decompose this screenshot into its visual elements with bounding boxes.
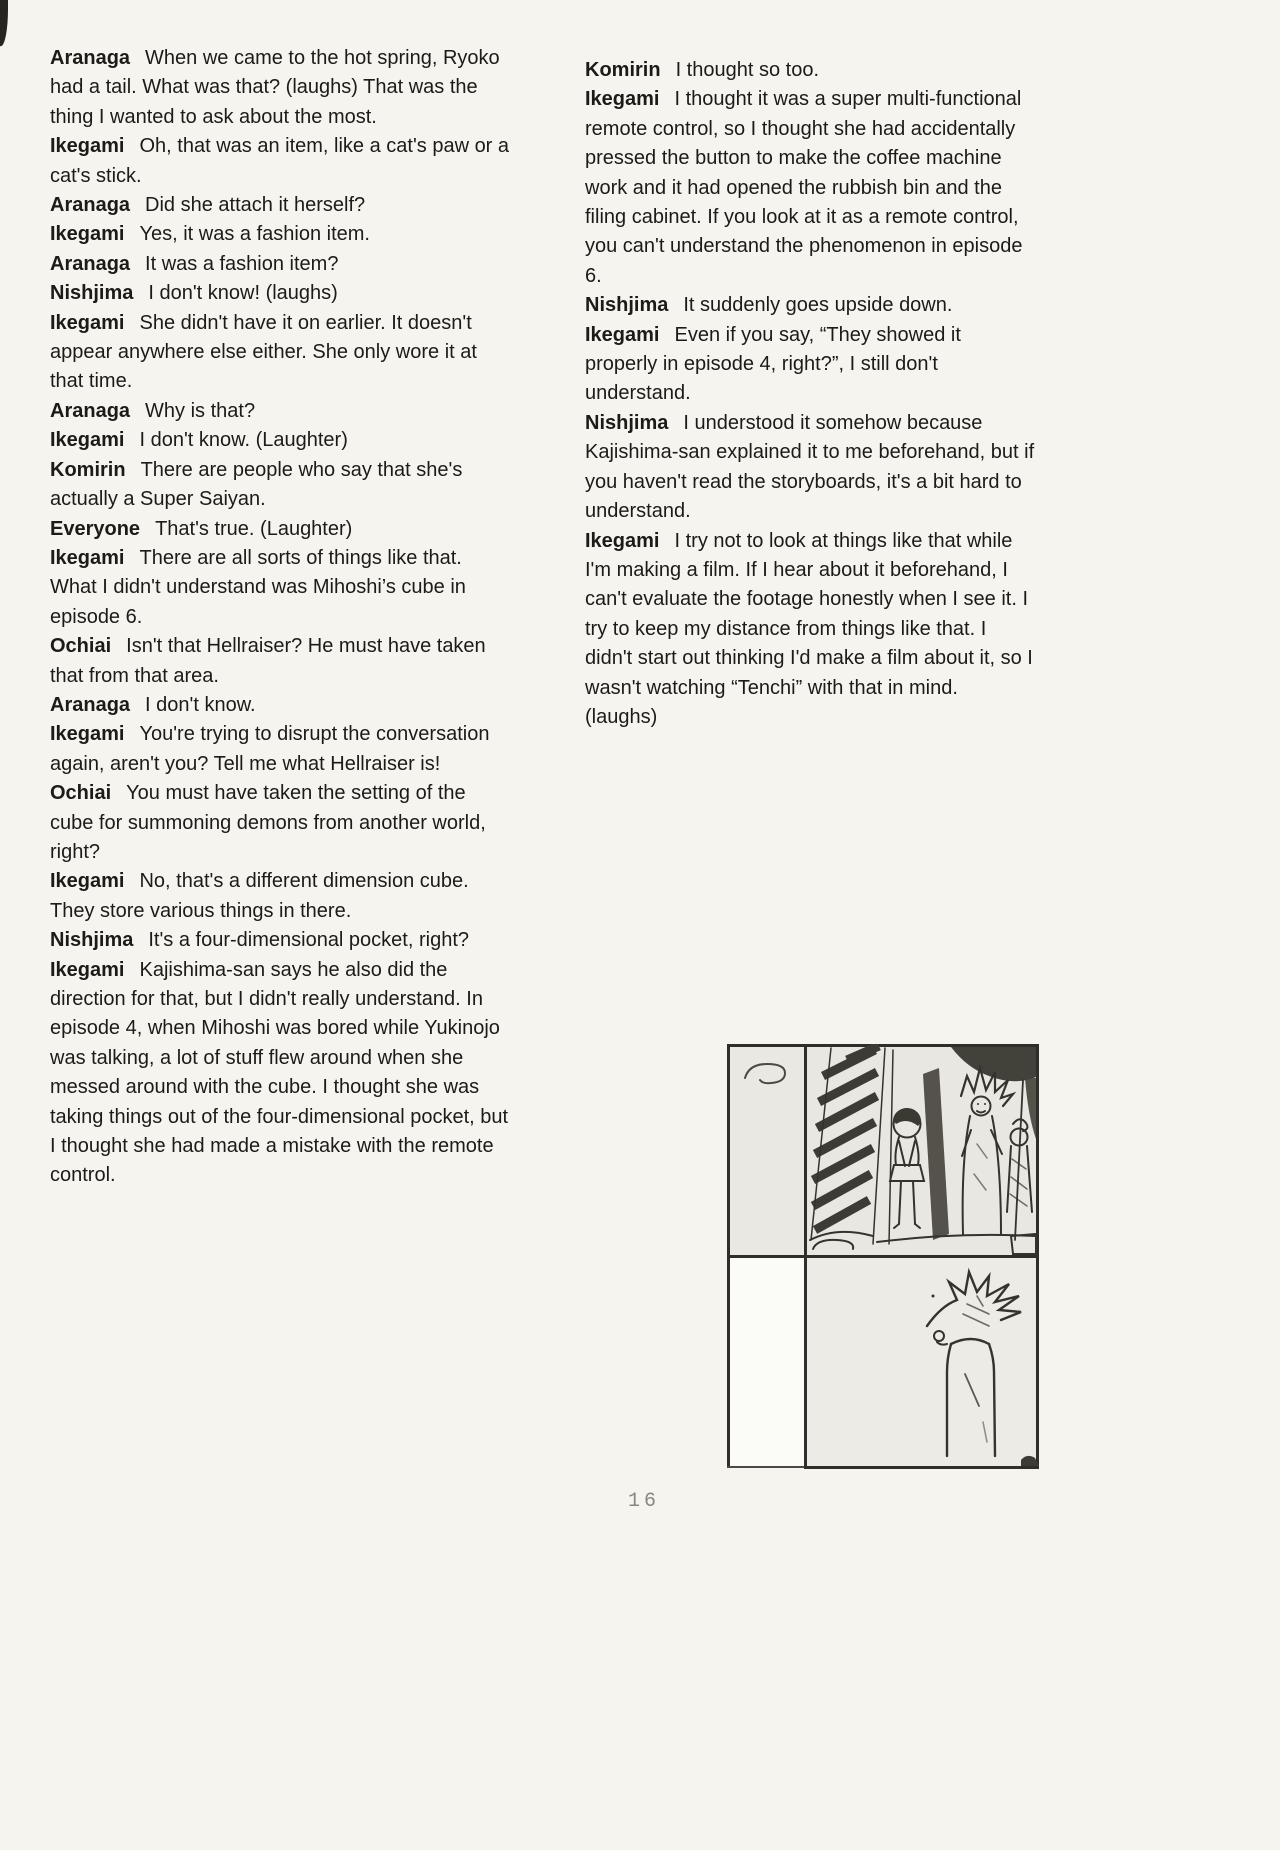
dialogue-text: You must have taken the setting of the cube for summoning demons from another world, right?	[50, 782, 486, 863]
speaker-name: Ikegami	[50, 546, 125, 569]
dialogue-entry	[50, 956, 512, 1191]
dialogue-entry	[585, 56, 1035, 85]
speaker-name: Aranaga	[50, 693, 131, 716]
dialogue-entry	[50, 544, 512, 632]
dialogue-entry	[50, 926, 512, 955]
speaker-name: Ikegami	[50, 429, 125, 452]
speaker-name: Ochiai	[50, 782, 112, 805]
scan-corner-artifact	[0, 0, 8, 46]
speaker-name: Aranaga	[50, 399, 131, 422]
page-number: 16	[628, 1490, 661, 1513]
speaker-name: Ikegami	[50, 311, 125, 334]
speaker-name: Ikegami	[50, 870, 125, 893]
speaker-name: Ikegami	[50, 958, 125, 981]
dialogue-entry	[50, 456, 512, 515]
speaker-name: Nishjima	[585, 411, 669, 434]
dialogue-text: I don't know. (Laughter)	[139, 429, 348, 452]
dialogue-entry	[50, 397, 512, 426]
speaker-name: Everyone	[50, 517, 141, 540]
dialogue-entry	[50, 691, 512, 720]
speaker-name: Aranaga	[50, 252, 131, 275]
speaker-name: Nishjima	[50, 929, 134, 952]
dialogue-text: Yes, it was a fashion item.	[139, 223, 370, 246]
dialogue-entry	[50, 632, 512, 691]
dialogue-entry	[50, 220, 512, 249]
dialogue-text: There are all sorts of things like that. What I didn't understand was Mihoshi’s cube in episode 6.	[50, 546, 466, 628]
dialogue-text: It's a four-dimensional pocket, right?	[148, 929, 470, 952]
storyboard-sketch-image	[727, 1044, 1040, 1470]
storyboard-sketch	[727, 1044, 1040, 1470]
dialogue-text: Oh, that was an item, like a cat's paw or a cat's stick.	[50, 135, 510, 187]
dialogue-entry	[50, 44, 512, 132]
speaker-name: Ochiai	[50, 635, 112, 658]
dialogue-text: Why is that?	[145, 399, 256, 422]
dialogue-text: No, that's a different dimension cube. They store various things in there.	[50, 870, 469, 922]
dialogue-text: Even if you say, “They showed it properly in episode 4, right?”, I still don't understand.	[585, 323, 961, 405]
dialogue-text: She didn't have it on earlier. It doesn't appear anywhere else either. She only wore it at that time.	[50, 311, 477, 393]
dialogue-text: I don't know.	[145, 693, 256, 716]
dialogue-text: That's true. (Laughter)	[155, 517, 353, 540]
speaker-name: Ikegami	[585, 529, 660, 552]
speaker-name: Nishjima	[50, 282, 134, 305]
dialogue-entry	[50, 132, 512, 191]
speaker-name: Nishjima	[585, 294, 669, 317]
dialogue-entry	[585, 527, 1035, 733]
dialogue-entry	[50, 279, 512, 308]
dialogue-text: You're trying to disrupt the conversation again, aren't you? Tell me what Hellraiser is!	[50, 723, 490, 775]
dialogue-text: It suddenly goes upside down.	[683, 294, 953, 317]
dialogue-entry	[585, 291, 1035, 320]
speaker-name: Komirin	[50, 458, 126, 481]
dialogue-entry	[50, 309, 512, 397]
transcript-left-column	[50, 44, 512, 1191]
dialogue-entry	[50, 515, 512, 544]
dialogue-entry	[50, 867, 512, 926]
speaker-name: Aranaga	[50, 47, 131, 69]
dialogue-text: I don't know! (laughs)	[148, 282, 338, 305]
dialogue-entry	[50, 720, 512, 779]
dialogue-entry	[585, 321, 1035, 409]
transcript-right-column	[585, 56, 1035, 732]
dialogue-entry	[50, 426, 512, 455]
dialogue-text: There are people who say that she's actually a Super Saiyan.	[50, 458, 463, 511]
dialogue-text: When we came to the hot spring, Ryoko had a tail. What was that? (laughs) That was the thing I wanted to ask about the most.	[50, 47, 500, 128]
dialogue-text: I understood it somehow because Kajishima-san explained it to me beforehand, but if you haven't read the storyboards, it's a bit hard to understand.	[585, 411, 1035, 523]
dialogue-entry	[50, 250, 512, 279]
speaker-name: Ikegami	[50, 723, 125, 746]
speaker-name: Ikegami	[50, 223, 125, 246]
dialogue-text: Kajishima-san says he also did the direction for that, but I didn't really understand. In episode 4, when Mihoshi was bored while Yukinojo was talking, a lot of stuff flew around when she messed around with the cube. I thought she was taking things out of the four-dimensional pocket, but I thought she had made a mistake with the remote control.	[50, 958, 509, 1187]
dialogue-text: It was a fashion item?	[145, 252, 339, 275]
speaker-name: Ikegami	[585, 323, 660, 346]
dialogue-entry	[50, 779, 512, 867]
dialogue-entry	[585, 409, 1035, 527]
dialogue-entry	[50, 191, 512, 220]
dialogue-text: Did she attach it herself?	[145, 194, 366, 217]
speaker-name: Komirin	[585, 59, 661, 81]
dialogue-text: I thought so too.	[675, 59, 819, 81]
speaker-name: Ikegami	[585, 88, 660, 111]
dialogue-text: Isn't that Hellraiser? He must have taken that from that area.	[50, 635, 486, 687]
dialogue-text: I thought it was a super multi-functional remote control, so I thought she had accidentally pressed the button to make the coffee machine work and it had opened the rubbish bin and the filing cabinet. If you look at it as a remote control, you can't understand the phenomenon in episode 6.	[585, 88, 1023, 287]
dialogue-text: I try not to look at things like that while I'm making a film. If I hear about it beforehand, I can't evaluate the footage honestly when I see it. I try to keep my distance from things like that. I didn't start out thinking I'd make a film about it, so I wasn't watching “Tenchi” with that in mind. (laughs)	[585, 529, 1033, 728]
speaker-name: Aranaga	[50, 194, 131, 217]
speaker-name: Ikegami	[50, 135, 125, 158]
dialogue-entry	[585, 85, 1035, 291]
